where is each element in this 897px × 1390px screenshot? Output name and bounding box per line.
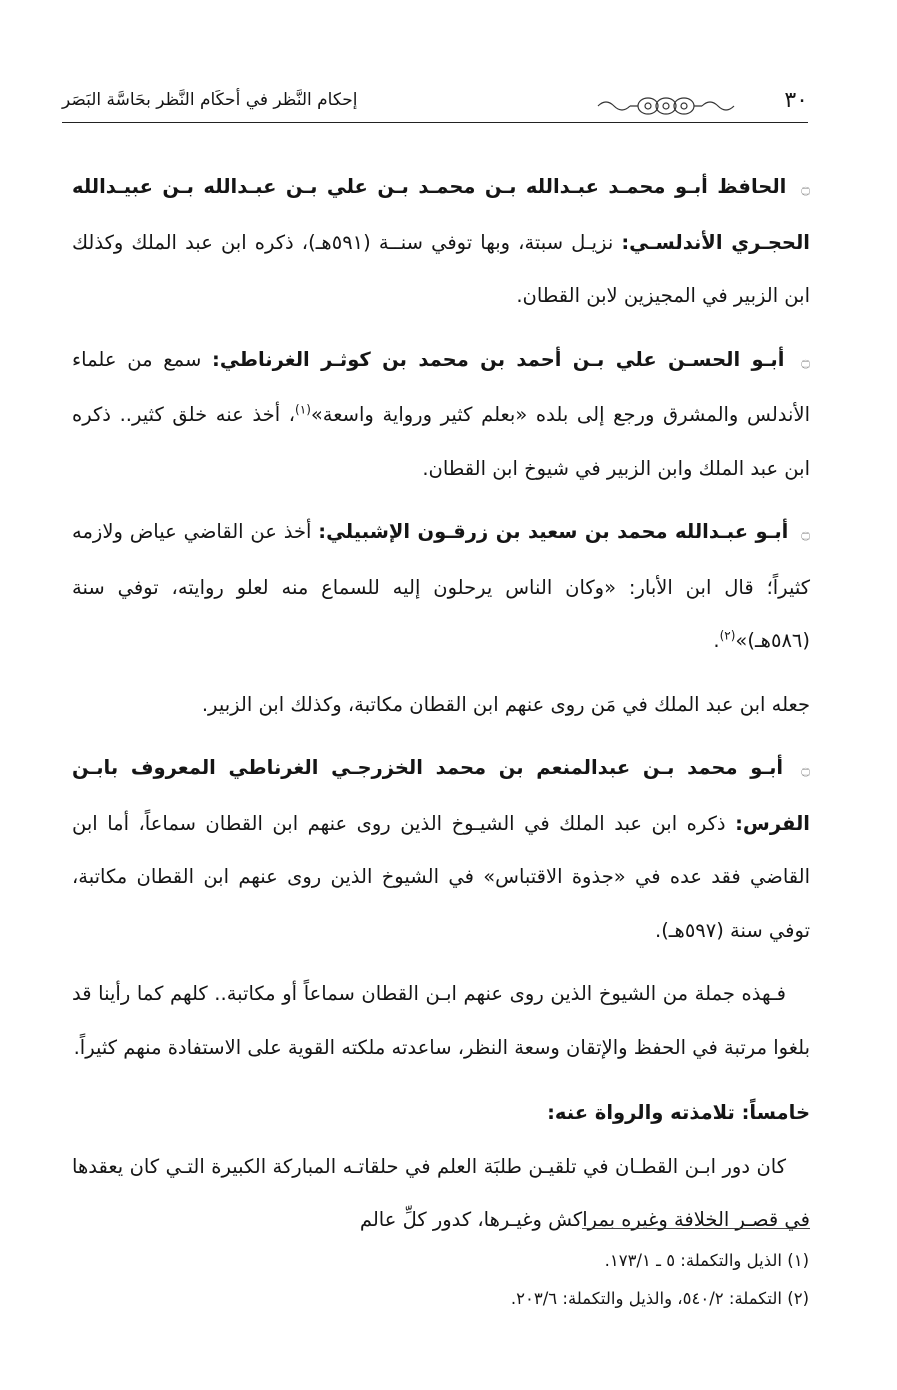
entry-paragraph xyxy=(72,741,810,957)
footnote-rule xyxy=(582,1228,810,1229)
running-title: إحكام النَّظر في أحكَام النَّظر بحَاسَّة البَصَر xyxy=(62,90,358,110)
header-rule xyxy=(62,122,808,123)
bullet-icon: ۝ xyxy=(801,179,810,197)
entry-paragraph xyxy=(72,333,810,496)
entry-note: جعله ابن عبد الملك في مَن روى عنهم ابن القطان مكاتبة، وكذلك ابن الزبير. xyxy=(201,692,810,716)
entry-text: أخذ عن القاضي عياض ولازمه كثيراً؛ قال ابن الأبار: «وكان الناس يرحلون إليه للسماع منه لعلو روايته، توفي سنة (٥٨٦هـ)» xyxy=(72,520,810,652)
footnote-item: (٢) التكملة: ٥٤٠/٢، والذيل والتكملة: ٢٠٣/٦. xyxy=(510,1289,809,1308)
entry-paragraph xyxy=(72,505,810,668)
footnote-ref: (٢) xyxy=(719,628,736,643)
entry-text: سمع من علماء الأندلس والمشرق ورجع إلى بلده «بعلم كثير ورواية واسعة» xyxy=(72,347,810,426)
footnote-ref: (١) xyxy=(295,402,311,417)
entry-text: ، أخذ عنه خلق كثير.. ذكره ابن عبد الملك وابن الزبير في شيوخ ابن القطان. xyxy=(72,403,810,480)
ornament-icon xyxy=(596,94,736,118)
scholar-name: أبـو الحسـن علي بـن أحمد بن محمد بن كوثـر الغرناطي: xyxy=(212,347,785,371)
summary-paragraph: فـهذه جملة من الشيوخ الذين روى عنهم ابـن القطان سماعاً أو مكاتبة.. كلهم كما رأينا قد بلغوا مرتبة في الحفظ والإتقان وسعة النظر، ساعدته ملكته القوية على الاستفادة منهم كثيراً. xyxy=(72,982,810,1059)
entry-text: نزيـل سبتة، وبها توفي سنــة (٥٩١هـ)، ذكره ابن عبد الملك وكذلك ابن الزبير في المجيزين لابن القطان. xyxy=(72,230,810,307)
entry-text: ذكره ابن عبد الملك في الشيـوخ الذين روى عنهم ابن القطان سماعاً، أما ابن القاضي فقد عده في «جذوة الاقتباس» في الشيوخ الذين روى عنهم ابن القطان مكاتبة، توفي سنة (٥٩٧هـ). xyxy=(72,811,810,942)
bullet-icon: ۝ xyxy=(801,351,810,370)
entry-text: . xyxy=(713,629,720,652)
scholar-name: أبـو عبـدالله محمد بن سعيد بن زرقـون الإشبيلي: xyxy=(318,520,789,543)
footnote-item: (١) الذيل والتكملة: ٥ ـ ١٧٣/١. xyxy=(604,1251,809,1270)
scholar-name: الحافظ أبـو محمـد عبـدالله بـن محمـد بـن علي بـن عبـدالله بـن عبيـدالله الحجـري الأندلسـي: xyxy=(72,175,810,254)
scholar-name: أبـو محمد بـن عبدالمنعم بن محمد الخزرجـي الغرناطي المعروف بابـن الفرس: xyxy=(72,756,810,835)
footnotes xyxy=(169,1242,809,1318)
page-body xyxy=(72,160,810,1247)
page-number: ٣٠ xyxy=(784,88,808,113)
bullet-icon: ۝ xyxy=(801,524,811,542)
entry-paragraph xyxy=(72,160,810,323)
bullet-icon: ۝ xyxy=(801,760,811,778)
section-heading: خامساً: تلامذته والرواة عنه: xyxy=(547,1101,810,1124)
section-paragraph: كان دور ابـن القطـان في تلقيـن طلبَة العلم في حلقاتـه المباركة الكبيرة التـي كان يعقدها في قصـر الخلافة وغيره بمراكش وغيـرها، كدور كلِّ عالم xyxy=(72,1154,810,1231)
page-header xyxy=(62,80,808,120)
